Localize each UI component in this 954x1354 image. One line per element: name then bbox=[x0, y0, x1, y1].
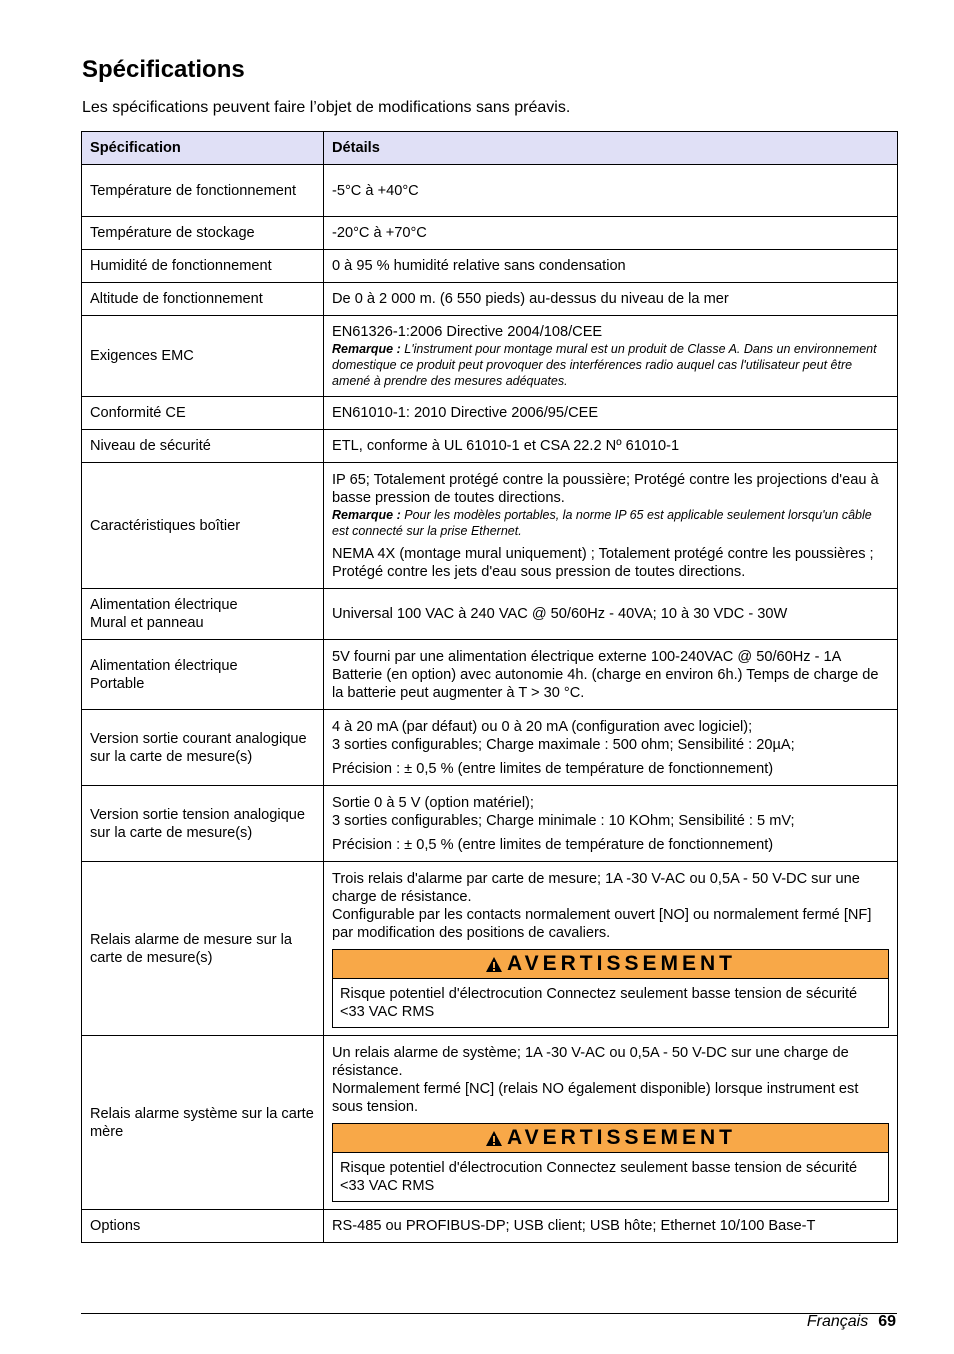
details-text: 3 sorties configurables; Charge minimale : 10 KOhm; Sensibilité : 5 mV; bbox=[332, 812, 795, 829]
details-text: Un relais alarme de système; 1A -30 V-AC ou 0,5A - 50 V-DC sur une charge de résistance. bbox=[332, 1044, 849, 1079]
details-text: 4 à 20 mA (par défaut) ou 0 à 20 mA (configuration avec logiciel); bbox=[332, 718, 753, 735]
warning-text: Risque potentiel d'électrocution Connectez seulement basse tension de sécurité <33 VAC RMS bbox=[340, 1159, 858, 1194]
details-cell bbox=[324, 710, 898, 786]
details-cell bbox=[324, 1210, 898, 1243]
table-row bbox=[82, 316, 898, 397]
details-cell bbox=[324, 165, 898, 217]
details-cell bbox=[324, 589, 898, 640]
note-label: Remarque : bbox=[332, 507, 401, 522]
details-text: Trois relais d'alarme par carte de mesure; 1A -30 V-AC ou 0,5A - 50 V-DC sur une charge de résistance. bbox=[332, 870, 860, 905]
details-text: 0 à 95 % humidité relative sans condensation bbox=[332, 258, 626, 274]
spec-cell: Version sortie tension analogique sur la carte de mesure(s) bbox=[82, 786, 324, 862]
spec-cell: Niveau de sécurité bbox=[82, 430, 324, 463]
details-text: 3 sorties configurables; Charge maximale : 500 ohm; Sensibilité : 20µA; bbox=[332, 736, 795, 753]
warning-icon bbox=[485, 956, 503, 973]
note-text bbox=[332, 341, 889, 389]
spec-cell: Version sortie courant analogique sur la carte de mesure(s) bbox=[82, 710, 324, 786]
details-text: EN61326-1:2006 Directive 2004/108/CEE bbox=[332, 324, 603, 340]
table-row bbox=[82, 463, 898, 589]
table-row bbox=[82, 397, 898, 430]
details-text: Sortie 0 à 5 V (option matériel); bbox=[332, 794, 534, 811]
spec-line: Alimentation électrique bbox=[90, 657, 238, 674]
intro-text: Les spécifications peuvent faire l’objet de modifications sans préavis. bbox=[82, 99, 571, 116]
details-text: Universal 100 VAC à 240 VAC @ 50/60Hz - 40VA; 10 à 30 VDC - 30W bbox=[332, 606, 788, 622]
warning-box bbox=[332, 1123, 889, 1202]
warning-title: AVERTISSEMENT bbox=[507, 1125, 736, 1149]
details-cell bbox=[324, 640, 898, 710]
spec-cell: Relais alarme de mesure sur la carte de mesure(s) bbox=[82, 862, 324, 1036]
spec-cell: Relais alarme système sur la carte mère bbox=[82, 1036, 324, 1210]
note-text bbox=[332, 507, 889, 539]
warning-box bbox=[332, 949, 889, 1028]
note-body: Pour les modèles portables, la norme IP 65 est applicable seulement lorsqu'un câble est connecté sur la prise Ethernet. bbox=[332, 507, 872, 538]
details-text: Normalement fermé [NC] (relais NO également disponible) lorsque instrument est sous tension. bbox=[332, 1080, 859, 1115]
spec-cell: Altitude de fonctionnement bbox=[82, 283, 324, 316]
details-cell bbox=[324, 862, 898, 1036]
table-row bbox=[82, 217, 898, 250]
spec-line: Portable bbox=[90, 675, 145, 692]
table-row bbox=[82, 250, 898, 283]
details-cell bbox=[324, 430, 898, 463]
details-cell bbox=[324, 250, 898, 283]
table-row bbox=[82, 862, 898, 1036]
table-row bbox=[82, 589, 898, 640]
details-cell bbox=[324, 786, 898, 862]
details-text: -5°C à +40°C bbox=[332, 182, 419, 199]
table-row bbox=[82, 710, 898, 786]
details-cell bbox=[324, 463, 898, 589]
table-row bbox=[82, 1210, 898, 1243]
page-title: Spécifications bbox=[82, 56, 245, 83]
footer-language: Français bbox=[806, 1313, 869, 1330]
details-text: De 0 à 2 000 m. (6 550 pieds) au-dessus du niveau de la mer bbox=[332, 291, 729, 307]
details-text: EN61010-1: 2010 Directive 2006/95/CEE bbox=[332, 405, 599, 421]
page-number: 69 bbox=[878, 1313, 896, 1330]
details-text: IP 65; Totalement protégé contre la poussière; Protégé contre les projections d'eau à basse pression de toutes directions. bbox=[332, 471, 879, 506]
details-text: RS-485 ou PROFIBUS-DP; USB client; USB hôte; Ethernet 10/100 Base-T bbox=[332, 1218, 816, 1234]
header-details: Détails bbox=[324, 132, 898, 165]
details-text: 5V fourni par une alimentation électrique externe 100-240VAC @ 50/60Hz - 1A Batterie (en option) avec autonomie 4h. (charge en environ 6h.) Temps de charge de la batterie peut augmenter à T > 30 °C. bbox=[332, 648, 879, 701]
spec-line: Mural et panneau bbox=[90, 615, 204, 631]
spec-cell: Température de stockage bbox=[82, 217, 324, 250]
spec-cell bbox=[82, 589, 324, 640]
footer-divider bbox=[81, 1313, 897, 1314]
header-specification: Spécification bbox=[82, 132, 324, 165]
note-body: L'instrument pour montage mural est un produit de Classe A. Dans un environnement domestique ce produit peut provoquer des interférences radio auquel cas l'utilisateur peut être amené à prendre des mesures adéquates. bbox=[332, 342, 877, 388]
spec-cell bbox=[82, 640, 324, 710]
table-row bbox=[82, 1036, 898, 1210]
table-row bbox=[82, 430, 898, 463]
details-cell bbox=[324, 1036, 898, 1210]
details-cell bbox=[324, 283, 898, 316]
spec-cell: Humidité de fonctionnement bbox=[82, 250, 324, 283]
table-header-row bbox=[82, 132, 898, 165]
note-label: Remarque : bbox=[332, 342, 401, 356]
spec-cell: Conformité CE bbox=[82, 397, 324, 430]
details-cell bbox=[324, 316, 898, 397]
details-text: -20°C à +70°C bbox=[332, 225, 427, 241]
details-text: ETL, conforme à UL 61010-1 et CSA 22.2 Nº 61010-1 bbox=[332, 438, 680, 454]
details-text: Précision : ± 0,5 % (entre limites de température de fonctionnement) bbox=[332, 760, 774, 777]
page-footer bbox=[807, 1313, 896, 1331]
details-cell bbox=[324, 397, 898, 430]
table-row bbox=[82, 165, 898, 217]
warning-header bbox=[333, 1124, 888, 1153]
spec-cell: Caractéristiques boîtier bbox=[82, 463, 324, 589]
details-text: Précision : ± 0,5 % (entre limites de température de fonctionnement) bbox=[332, 836, 774, 853]
spec-cell: Température de fonctionnement bbox=[82, 165, 324, 217]
spec-line: Alimentation électrique bbox=[90, 597, 238, 613]
details-text: NEMA 4X (montage mural uniquement) ; Totalement protégé contre les poussières ; Protégé contre les jets d'eau sous pression de toutes directions. bbox=[332, 545, 874, 580]
warning-header bbox=[333, 950, 888, 979]
table-row bbox=[82, 283, 898, 316]
warning-title: AVERTISSEMENT bbox=[507, 951, 736, 975]
warning-icon bbox=[485, 1130, 503, 1147]
spec-cell: Exigences EMC bbox=[82, 316, 324, 397]
details-cell bbox=[324, 217, 898, 250]
table-row bbox=[82, 640, 898, 710]
details-text: Configurable par les contacts normalement ouvert [NO] ou normalement fermé [NF] par modification des positions de cavaliers. bbox=[332, 906, 872, 941]
table-row bbox=[82, 786, 898, 862]
spec-cell: Options bbox=[82, 1210, 324, 1243]
warning-text: Risque potentiel d'électrocution Connectez seulement basse tension de sécurité <33 VAC RMS bbox=[340, 985, 858, 1020]
spec-table bbox=[81, 131, 898, 1243]
